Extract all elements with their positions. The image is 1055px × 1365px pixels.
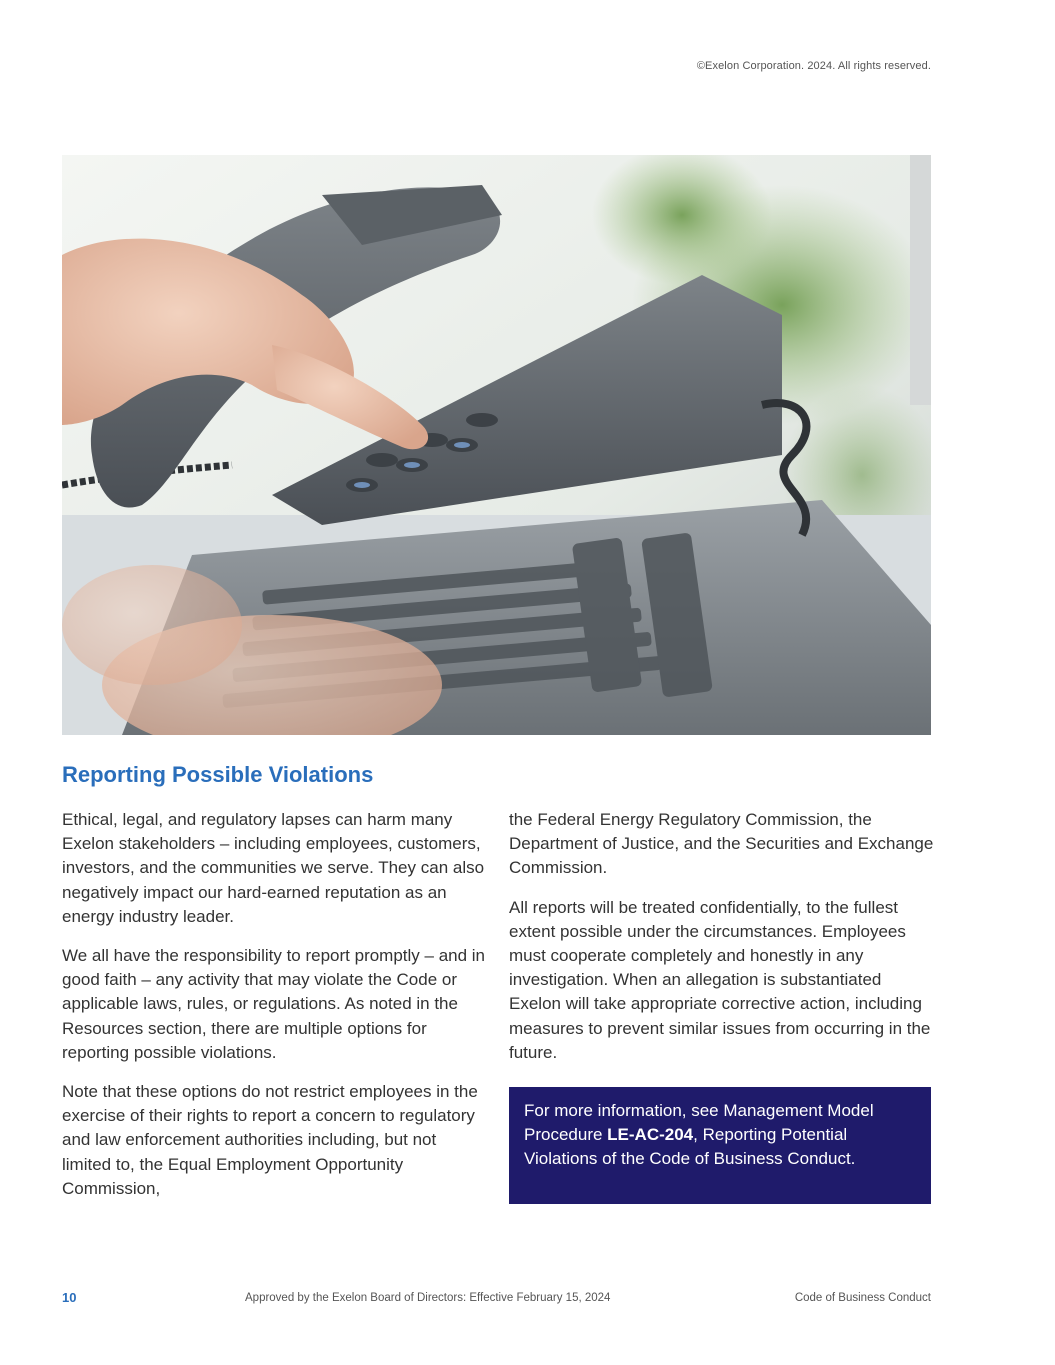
body-paragraph: All reports will be treated confidentially, to the fullest extent possible under the circumstances. Employees must cooperate completely and honestly in any investigation. When an allegation is substantiated Exelon will take appropriate corrective action, including measures to prevent similar issues from occurring in the future. [509,897,931,1062]
copyright-notice: ©Exelon Corporation. 2024. All rights reserved. [696,60,931,72]
section-title: Reporting Possible Violations [62,762,374,787]
body-paragraph: the Federal Energy Regulatory Commission, the Department of Justice, and the Securities and Exchange Commission. [509,810,934,878]
callout-suffix: , Reporting Potential Violations of the Code of Business Conduct. [524,1125,856,1169]
more-info-callout [509,1087,931,1204]
body-paragraph: Note that these options do not restrict employees in the exercise of their rights to report a concern to regulatory and law enforcement authorities including, but not limited to, the Equal Employment Opportunity Commission, [62,1082,478,1198]
left-column [62,808,487,1216]
procedure-code: LE-AC-204 [607,1125,694,1145]
phone-keyboard-photo [62,155,931,735]
approval-note: Approved by the Exelon Board of Directors: Effective February 15, 2024 [245,1292,611,1304]
body-paragraph: We all have the responsibility to report promptly – and in good faith – any activity that may violate the Code or applicable laws, rules, or regulations. As noted in the Resources section, there are multiple options for reporting possible violations. [62,946,486,1062]
right-column [509,808,934,1080]
page-number: 10 [62,1290,77,1305]
callout-prefix: For more information, see Management Model Procedure [524,1101,874,1145]
document-title: Code of Business Conduct [794,1292,931,1304]
body-paragraph: Ethical, legal, and regulatory lapses can harm many Exelon stakeholders – including employees, customers, investors, and the communities we serve. They can also negatively impact our hard-earned reputation as an energy industry leader. [62,810,485,926]
